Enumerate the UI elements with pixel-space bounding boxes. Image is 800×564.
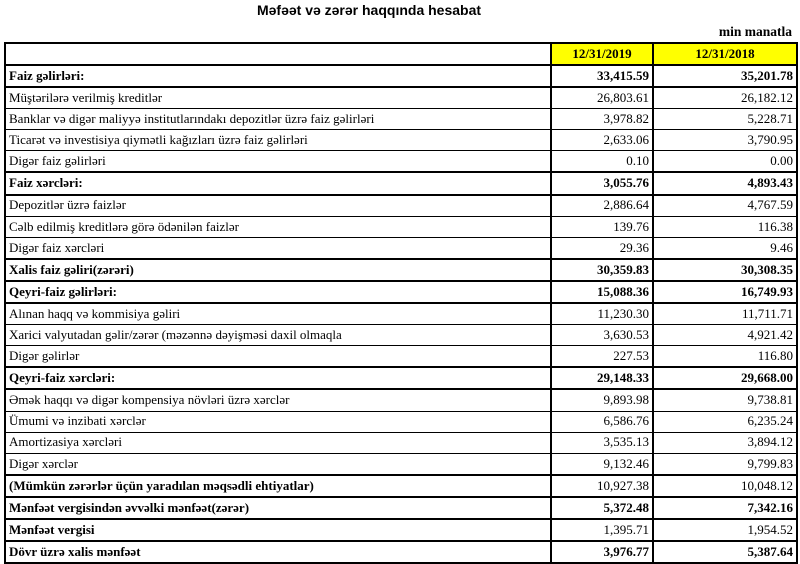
page-title: Məfəət və zərər haqqında hesabat — [256, 2, 482, 18]
table-row — [5, 389, 797, 411]
row-label: Digər faiz gəlirləri — [5, 151, 551, 173]
row-value-12/31/2019: 3,630.53 — [551, 325, 653, 346]
table-row — [5, 172, 797, 194]
row-value-12/31/2019: 3,535.13 — [551, 432, 653, 453]
row-value-12/31/2019: 3,976.77 — [551, 541, 653, 563]
row-label: Qeyri-faiz gəlirləri: — [5, 281, 551, 303]
row-value-12/31/2018: 3,894.12 — [653, 432, 797, 453]
header-date-2019: 12/31/2019 — [551, 43, 653, 65]
row-label: Dövr üzrə xalis mənfəət — [5, 541, 551, 563]
row-value-12/31/2018: 4,767.59 — [653, 195, 797, 217]
row-label: Mənfəət vergisi — [5, 519, 551, 541]
row-label: Banklar və digər maliyyə institutlarındakı depozitlər üzrə faiz gəlirləri — [5, 109, 551, 130]
row-value-12/31/2018: 116.38 — [653, 216, 797, 237]
header-row — [5, 43, 797, 65]
table-row — [5, 497, 797, 519]
row-value-12/31/2018: 9.46 — [653, 237, 797, 259]
row-value-12/31/2019: 9,893.98 — [551, 389, 653, 411]
table-row — [5, 87, 797, 109]
row-label: Cəlb edilmiş kreditlərə görə ödənilən faizlər — [5, 216, 551, 237]
row-label: Digər xərclər — [5, 453, 551, 475]
row-value-12/31/2018: 5,228.71 — [653, 109, 797, 130]
row-value-12/31/2019: 11,230.30 — [551, 303, 653, 325]
row-label: Digər faiz xərcləri — [5, 237, 551, 259]
table-row — [5, 411, 797, 432]
table-row — [5, 541, 797, 563]
row-label: (Mümkün zərərlər üçün yaradılan məqsədli ehtiyatlar) — [5, 475, 551, 497]
row-value-12/31/2019: 5,372.48 — [551, 497, 653, 519]
row-label: Depozitlər üzrə faizlər — [5, 195, 551, 217]
row-label: Müştərilərə verilmiş kreditlər — [5, 87, 551, 109]
row-value-12/31/2018: 0.00 — [653, 151, 797, 173]
row-value-12/31/2019: 1,395.71 — [551, 519, 653, 541]
table-row — [5, 453, 797, 475]
row-value-12/31/2018: 35,201.78 — [653, 65, 797, 87]
row-value-12/31/2019: 15,088.36 — [551, 281, 653, 303]
table-row — [5, 151, 797, 173]
row-label: Ümumi və inzibati xərclər — [5, 411, 551, 432]
row-value-12/31/2019: 29,148.33 — [551, 367, 653, 389]
table-row — [5, 325, 797, 346]
profit-loss-table — [4, 42, 798, 564]
table-row — [5, 367, 797, 389]
table-row — [5, 432, 797, 453]
row-value-12/31/2019: 10,927.38 — [551, 475, 653, 497]
row-value-12/31/2018: 11,711.71 — [653, 303, 797, 325]
row-value-12/31/2019: 3,055.76 — [551, 172, 653, 194]
row-label: Əmək haqqı və digər kompensiya növləri üzrə xərclər — [5, 389, 551, 411]
row-value-12/31/2019: 227.53 — [551, 346, 653, 368]
table-row — [5, 259, 797, 281]
table-row — [5, 346, 797, 368]
row-value-12/31/2018: 3,790.95 — [653, 130, 797, 151]
row-value-12/31/2019: 2,886.64 — [551, 195, 653, 217]
row-value-12/31/2019: 29.36 — [551, 237, 653, 259]
row-label: Digər gəlirlər — [5, 346, 551, 368]
table-row — [5, 237, 797, 259]
row-value-12/31/2018: 6,235.24 — [653, 411, 797, 432]
header-date-2018: 12/31/2018 — [653, 43, 797, 65]
row-value-12/31/2019: 6,586.76 — [551, 411, 653, 432]
row-value-12/31/2019: 33,415.59 — [551, 65, 653, 87]
row-value-12/31/2019: 26,803.61 — [551, 87, 653, 109]
table-row — [5, 109, 797, 130]
row-label: Xalis faiz gəliri(zərəri) — [5, 259, 551, 281]
row-value-12/31/2018: 4,921.42 — [653, 325, 797, 346]
row-label: Alınan haqq və kommisiya gəliri — [5, 303, 551, 325]
row-value-12/31/2018: 5,387.64 — [653, 541, 797, 563]
row-value-12/31/2019: 9,132.46 — [551, 453, 653, 475]
table-row — [5, 475, 797, 497]
unit-note: min manatla — [718, 24, 792, 39]
row-value-12/31/2019: 3,978.82 — [551, 109, 653, 130]
row-label: Faiz gəlirləri: — [5, 65, 551, 87]
table-row — [5, 130, 797, 151]
row-value-12/31/2018: 7,342.16 — [653, 497, 797, 519]
table-row — [5, 281, 797, 303]
table-row — [5, 65, 797, 87]
row-value-12/31/2018: 26,182.12 — [653, 87, 797, 109]
report-table-body — [5, 65, 797, 563]
row-value-12/31/2018: 10,048.12 — [653, 475, 797, 497]
row-value-12/31/2019: 0.10 — [551, 151, 653, 173]
table-header — [5, 43, 797, 65]
row-value-12/31/2018: 16,749.93 — [653, 281, 797, 303]
table-row — [5, 195, 797, 217]
row-label: Qeyri-faiz xərcləri: — [5, 367, 551, 389]
row-value-12/31/2019: 2,633.06 — [551, 130, 653, 151]
row-value-12/31/2018: 9,799.83 — [653, 453, 797, 475]
row-value-12/31/2018: 116.80 — [653, 346, 797, 368]
table-row — [5, 519, 797, 541]
row-value-12/31/2018: 29,668.00 — [653, 367, 797, 389]
row-label: Amortizasiya xərcləri — [5, 432, 551, 453]
row-label: Faiz xərcləri: — [5, 172, 551, 194]
row-value-12/31/2019: 30,359.83 — [551, 259, 653, 281]
row-value-12/31/2018: 30,308.35 — [653, 259, 797, 281]
table-row — [5, 216, 797, 237]
row-label: Mənfəət vergisindən əvvəlki mənfəət(zərər) — [5, 497, 551, 519]
row-label: Ticarət və investisiya qiymətli kağızları üzrə faiz gəlirləri — [5, 130, 551, 151]
row-value-12/31/2018: 4,893.43 — [653, 172, 797, 194]
header-empty-cell — [5, 43, 551, 65]
row-label: Xarici valyutadan gəlir/zərər (məzənnə dəyişməsi daxil olmaqla — [5, 325, 551, 346]
table-row — [5, 303, 797, 325]
row-value-12/31/2018: 1,954.52 — [653, 519, 797, 541]
row-value-12/31/2019: 139.76 — [551, 216, 653, 237]
row-value-12/31/2018: 9,738.81 — [653, 389, 797, 411]
